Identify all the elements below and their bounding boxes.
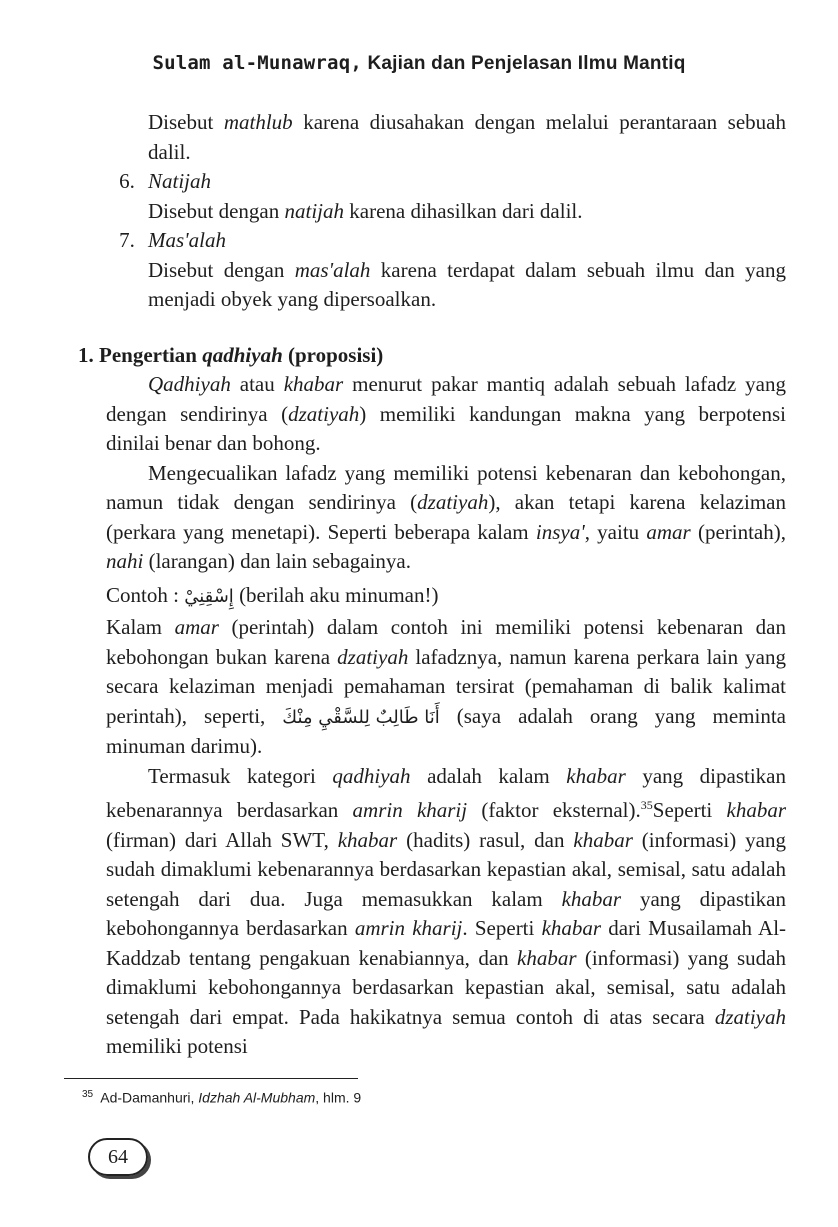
paragraph-definition: Qadhiyah atau khabar menurut pakar mantiq adalah sebuah lafadz yang dengan sendirinya (dzatiyah) memiliki kandungan makna yang berpotensi dinilai benar dan bohong.	[106, 372, 786, 455]
paragraph-exception: Mengecualikan lafadz yang memiliki potensi kebenaran dan kebohongan, namun tidak dengan sendirinya (dzatiyah), akan tetapi karena kelaziman (perkara yang menetapi). Seperti beberapa kalam insya', yaitu amar (perintah), nahi (larangan) dan lain sebagainya.	[106, 460, 786, 573]
list-item-6-number: 6.	[119, 169, 135, 193]
footnote-reference[interactable]: 35	[640, 798, 653, 812]
list-item-7-number: 7.	[119, 228, 135, 252]
page-number: 64	[108, 1145, 128, 1168]
section-heading: 1. Pengertian qadhiyah (proposisi)	[78, 342, 384, 367]
list-item-6-description: Disebut dengan natijah karena dihasilkan dari dalil.	[148, 198, 583, 223]
list-item-5-description: Disebut mathlub karena diusahakan dengan melalui perantaraan sebuah dalil.	[148, 110, 786, 164]
page-number-badge	[88, 1138, 148, 1176]
list-item-6-term: 6. Natijah	[106, 167, 786, 197]
footnote: $^{35}$ Ad-Damanhuri, Idzhah Al-Mubham, hlm. 9	[82, 1089, 362, 1106]
header-title-part1: Sulam al-Munawraq,	[152, 52, 362, 74]
example-gloss: (berilah aku minuman!)	[233, 582, 439, 607]
explanation-arabic: أَنَا طَالِبٌ لِلسَّقْيِ مِنْكَ	[282, 706, 440, 728]
section-number: 1.	[78, 342, 94, 367]
footnote-number: 35	[82, 1089, 94, 1100]
example-line	[106, 581, 786, 612]
footnote-divider	[64, 1078, 358, 1079]
list-item-7-description: Disebut dengan mas'alah karena terdapat dalam sebuah ilmu dan yang menjadi obyek yang dipersoalkan.	[148, 257, 786, 311]
example-arabic: إِسْقِنِيْ	[184, 585, 234, 607]
running-header	[0, 52, 838, 75]
paragraph-category: Termasuk kategori qadhiyah adalah kalam khabar yang dipastikan kebenarannya berdasarkan amrin kharij (faktor eksternal).$^{35}$Seperti khabar (firman) dari Allah SWT, khabar (hadits) rasul, dan khabar (informasi) yang sudah dimaklumi kebenarannya berdasarkan kepastian akal, semisal, satu adalah setengah dari dua. Juga memasukkan kalam khabar yang dipastikan kebohongannya berdasarkan amrin kharij. Seperti khabar dari Musailamah Al-Kaddzab tentang pengakuan kenabiannya, dan khabar (informasi) yang sudah dimaklumi kebohongannya berdasarkan kepastian akal, semisal, satu adalah setengah dari empat. Pada hakikatnya semua contoh di atas secara dzatiyah memiliki potensi	[106, 763, 787, 1058]
paragraph-explanation: Kalam amar (perintah) dalam contoh ini memiliki potensi kebenaran dan kebohongan bukan karena dzatiyah lafadznya, namun karena perkara lain yang secara kelaziman menjadi pemahaman tersirat (pemahaman di balik kalimat perintah), seperti, أَنَا طَالِبٌ لِلسَّقْيِ مِنْكَ (saya adalah orang yang meminta minuman darimu).	[106, 615, 787, 758]
page-body	[78, 108, 787, 1062]
header-title-part2: Kajian dan Penjelasan Ilmu Mantiq	[361, 53, 686, 74]
example-label: Contoh :	[106, 582, 185, 607]
list-item-7-term: 7. Mas'alah	[106, 226, 786, 256]
